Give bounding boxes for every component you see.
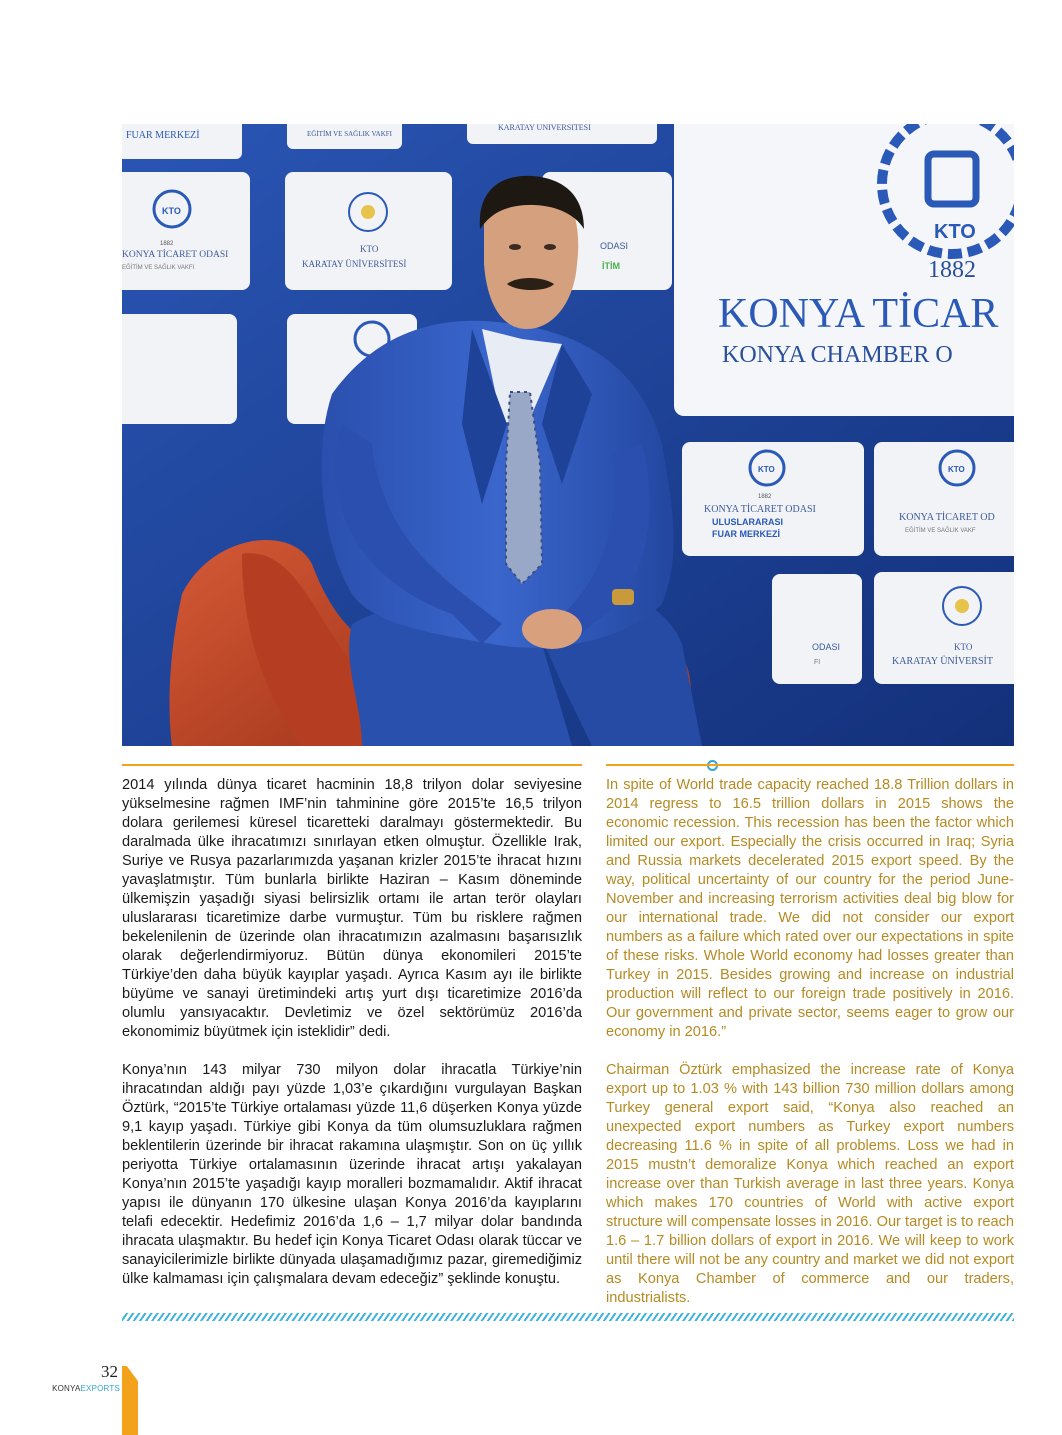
divider-line-right [606,764,1014,766]
svg-text:KONYA TİCARET ODASI: KONYA TİCARET ODASI [704,504,816,515]
svg-text:KTO: KTO [162,206,181,216]
svg-text:KARATAY ÜNİVERSİTESİ: KARATAY ÜNİVERSİTESİ [498,124,591,132]
photo-illustration [122,124,1014,746]
svg-text:KONYA TİCARET OD: KONYA TİCARET OD [899,512,995,523]
page-number: 32 [101,1362,118,1381]
turkish-paragraph-2: Konya’nın 143 milyar 730 milyon dolar ihracatla Türkiye’nin ihracatından aldığı payı yüzde 1,03’e çıkardığını vurgulayan Başkan Öztürk, “2015’te Türkiye ortalaması yüzde 11,6 düşerken Konya yüzde 9,1 kayıp yaşadı. Türkiye gibi Konya da tüm olumsuzluklara rağmen beklentilerin üzerinde bir ihracat rakamına ulaşmıştır. Son on üç yıllık periyotta Türkiye ortalamasının üzerinde ihracat artışı yakalayan Konya’nın 2015’te yaşadığı kayıp moralleri bozmamalıdır. Aktif ihracat yapısı ile dünyanın 170 ülkesine ulaşan Konya 2016’da kayıplarını telafi edecektir. Hedefimiz 2016’da 1,6 – 1,7 milyar dolar bandında ihracata ulaşmaktır. Bu hedef için Konya Ticaret Odası olarak tüccar ve sanayicilerimizle birlikte dünyada ulaşamadığımız pazar, giremediğimiz ülke kalmaması için çalışmalara devam edeceğiz” şeklinde konuştu. [122,1062,582,1287]
svg-text:1882: 1882 [160,241,174,247]
chairman-photo [122,124,1014,746]
svg-text:EĞİTİM VE SAĞLIK VAKF: EĞİTİM VE SAĞLIK VAKF [905,528,976,534]
svg-text:KARATAY ÜNİVERSİT: KARATAY ÜNİVERSİT [892,656,993,667]
svg-text:ODASI: ODASI [600,241,629,251]
turkish-paragraph-1: 2014 yılında dünya ticaret hacminin 18,8 trilyon dolar seviyesine yükselmesine rağmen IMF’nin tahminine göre 2015’te 16,5 trilyon dolara gerilemesi küresel ticaretteki daralmayı göstermektedir. Bu daralmada ülke ihracatımızı sınırlayan etken olmuştur. Özellikle Irak, Suriye ve Rusya pazarlarımızda yaşanan krizler 2015’te ihracat hızını yavaşlatmıştır. Tüm bunlarla birlikte Haziran – Kasım döneminde ülkemişzin yaşadığı siyasi belirsizlik ortamı ile artan terör olayları uluslararası ticaretimize darbe vurmuştur. Tüm bu risklere rağmen bekelenilenin de üzerinde olan ihracatımızın azalmasını başarısızlık olarak değerlendirmiyoruz. Bütün dünya ekonomileri 2015’te Türkiye’den daha büyük kayıplar yaşadı. Ayrıca Kasım ayı ile birlikte büyüme ve sanayi üretimindeki artış yurt dışı ticaretimize 2016’da olumlu yansıyacaktır. Devletimiz ve özel sektörümüz 2016’da ekonomimiz büyütmek için isteklidir” dedi. [122,777,582,1040]
kto-sign [674,124,1014,416]
svg-text:KARATAY ÜNİVERSİTESİ: KARATAY ÜNİVERSİTESİ [302,259,407,269]
svg-text:KTO: KTO [934,221,976,243]
brand-konya: KONYA [52,1384,81,1393]
svg-text:KTO: KTO [360,244,379,254]
svg-text:FUAR MERKEZİ: FUAR MERKEZİ [712,529,780,539]
svg-text:İTİM: İTİM [602,261,620,271]
svg-text:KONYA TİCAR: KONYA TİCAR [718,291,999,337]
hatched-rule [122,1313,1014,1321]
svg-text:ULUSLARARASI: ULUSLARARASI [712,517,783,527]
svg-text:1882: 1882 [928,257,976,283]
svg-text:FUAR MERKEZİ: FUAR MERKEZİ [126,130,200,141]
svg-text:FI: FI [814,659,821,666]
article-turkish-column [122,776,582,1308]
svg-text:EĞİTİM VE SAĞLIK VAKFI: EĞİTİM VE SAĞLIK VAKFI [122,265,195,271]
english-paragraph-2: Chairman Öztürk emphasized the increase rate of Konya export up to 1.03 % with 143 billion 730 million dollars among Turkey general export said, “Konya also reached an unexpected export numbers as Turkey export numbers decreasing 11.6 % in spite of all problems. Loss we had in 2015 mustn’t demoralize Konya which reached an export increase over than Turkish average in last three years. Konya which makes 170 countries of World with active export structure will compensate losses in 2016. Our target is to reach 1.6 – 1.7 billion dollars of export in 2016. We will keep to work until there will not be any country and market we did not export as Konya Chamber of commerce and our traders, industrialists. [606,1062,1014,1306]
svg-text:KONYA CHAMBER O: KONYA CHAMBER O [722,342,953,368]
svg-text:KTO: KTO [948,465,965,474]
section-divider [122,761,1014,769]
svg-text:1882: 1882 [758,494,772,500]
article-english-column [606,776,1014,1327]
brand-exports: EXPORTS [80,1384,120,1393]
footer-orange-tab [122,1366,138,1435]
svg-text:KTO: KTO [954,642,973,652]
svg-text:ODASI: ODASI [812,642,841,652]
footer-brand [28,1384,120,1393]
svg-text:KONYA TİCARET ODASI: KONYA TİCARET ODASI [122,250,229,260]
svg-text:EĞİTİM VE SAĞLIK VAKFI: EĞİTİM VE SAĞLIK VAKFI [307,130,392,138]
svg-text:KTO: KTO [758,465,775,474]
divider-line-left [122,764,582,766]
english-paragraph-1: In spite of World trade capacity reached 18.8 Trillion dollars in 2014 regress to 16.5 trillion dollars in 2015 shows the economic recession. This recession has been the factor which limited our export. Especially the crisis occurred in Iraq; Syria and Russia markets decelerated 2015 export speed. By the way, political uncertainty of our country for the period June-November and increasing terrorism activities deal big blow for our international trade. We did not consider our export numbers as a failure which rated over our expectations in spite of these risks. Whole World economy had losses greater than Turkey in 2015. Besides growing and increase on industrial production will reflect to our foreign trade positively in 2016. Our government and private sector, seems eager to grow our economy in 2016.” [606,777,1014,1040]
